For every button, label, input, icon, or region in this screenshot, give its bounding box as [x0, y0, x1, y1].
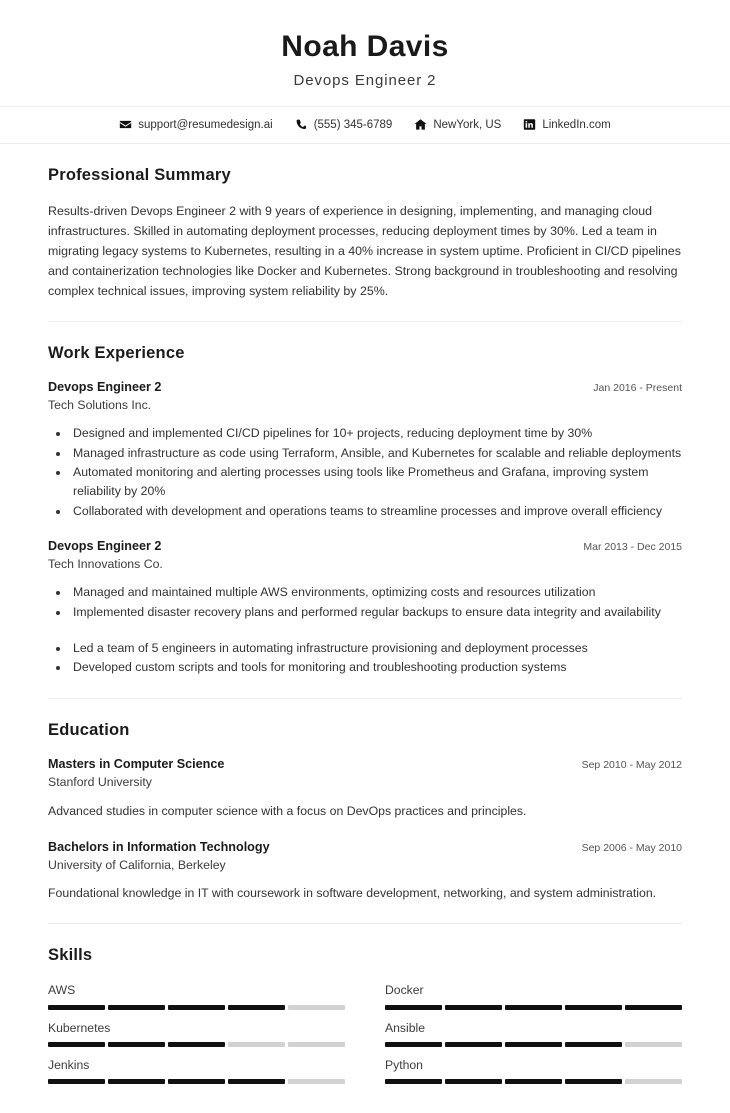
experience-bullet: • Automated monitoring and alerting processes using tools like Prometheus and Grafana, improving system reliability by 20%	[70, 463, 682, 500]
skill-item	[385, 1019, 682, 1056]
skill-level-bar	[48, 1005, 345, 1010]
contact-bar	[0, 106, 730, 144]
experience-entry-head	[48, 379, 682, 396]
skill-level-segment	[385, 1005, 442, 1010]
section-work-experience	[48, 322, 682, 699]
section-title-experience: Work Experience	[48, 344, 185, 363]
skill-level-segment	[445, 1042, 502, 1047]
experience-role: Devops Engineer 2	[48, 539, 162, 554]
skill-level-segment	[565, 1079, 622, 1084]
experience-date: Mar 2013 - Dec 2015	[583, 541, 682, 554]
section-title-education: Education	[48, 720, 130, 739]
experience-entry-head	[48, 538, 682, 555]
contact-phone-label: (555) 345-6789	[313, 118, 393, 131]
experience-bullets	[48, 583, 682, 677]
experience-date: Jan 2016 - Present	[593, 382, 682, 395]
resume-body	[0, 144, 730, 1113]
skill-level-segment	[48, 1079, 105, 1084]
experience-bullet: • Developed custom scripts and tools for monitoring and troubleshooting production systems	[70, 658, 682, 677]
experience-bullet: • Managed and maintained multiple AWS environments, optimizing costs and resources utilization	[70, 583, 682, 602]
skill-name: Python	[385, 1057, 423, 1072]
skill-level-segment	[288, 1042, 345, 1047]
skill-level-segment	[168, 1005, 225, 1010]
contact-linkedin[interactable]	[523, 118, 610, 131]
skill-level-segment	[168, 1042, 225, 1047]
experience-bullet: • Implemented disaster recovery plans and performed regular backups to ensure data integrity and availability	[70, 603, 682, 622]
linkedin-icon	[523, 118, 536, 131]
skill-name: Jenkins	[48, 1057, 90, 1072]
contact-email-label: support@resumedesign.ai	[138, 118, 273, 131]
skill-level-segment	[108, 1005, 165, 1010]
skill-level-segment	[565, 1005, 622, 1010]
section-education	[48, 699, 682, 925]
candidate-name: Noah Davis	[281, 30, 449, 63]
skill-level-segment	[228, 1079, 285, 1084]
skill-item	[48, 981, 345, 1018]
skill-item	[48, 1056, 345, 1093]
phone-icon	[295, 118, 308, 131]
skill-level-segment	[445, 1005, 502, 1010]
section-title-summary: Professional Summary	[48, 166, 231, 184]
skill-level-segment	[288, 1079, 345, 1084]
education-entry	[48, 839, 682, 904]
skill-level-segment	[445, 1079, 502, 1084]
envelope-icon	[119, 118, 132, 131]
section-title-skills: Skills	[48, 946, 93, 965]
education-degree: Masters in Computer Science	[48, 756, 225, 771]
skill-level-bar	[48, 1079, 345, 1084]
skill-level-segment	[48, 1005, 105, 1010]
skill-level-segment	[625, 1005, 682, 1010]
experience-bullets	[48, 424, 682, 520]
education-description: Foundational knowledge in IT with coursework in software development, networking, and system administration.	[48, 886, 657, 901]
resume-header	[0, 0, 730, 106]
home-icon	[414, 118, 427, 131]
skill-item	[385, 981, 682, 1018]
education-date: Sep 2010 - May 2012	[581, 758, 682, 771]
skills-grid	[48, 981, 682, 1093]
experience-bullet: • Managed infrastructure as code using Terraform, Ansible, and Kubernetes for scalable and reliable deployments	[70, 444, 682, 463]
education-degree: Bachelors in Information Technology	[48, 839, 270, 854]
skill-name: Ansible	[385, 1020, 425, 1035]
experience-bullet: • Designed and implemented CI/CD pipelines for 10+ projects, reducing deployment time by 30%	[70, 424, 682, 443]
experience-company: Tech Solutions Inc.	[48, 398, 152, 413]
skill-level-segment	[228, 1042, 285, 1047]
skill-level-segment	[505, 1042, 562, 1047]
skill-level-bar	[48, 1042, 345, 1047]
skill-level-segment	[625, 1042, 682, 1047]
experience-company: Tech Innovations Co.	[48, 557, 163, 572]
contact-linkedin-label: LinkedIn.com	[542, 118, 611, 131]
skill-level-segment	[288, 1005, 345, 1010]
education-school: Stanford University	[48, 774, 152, 789]
skill-level-segment	[565, 1042, 622, 1047]
skill-item	[48, 1019, 345, 1056]
skill-level-bar	[385, 1042, 682, 1047]
experience-role: Devops Engineer 2	[48, 380, 162, 395]
education-entry-head	[48, 839, 682, 856]
skill-level-segment	[385, 1042, 442, 1047]
skill-level-bar	[385, 1005, 682, 1010]
skill-level-bar	[385, 1079, 682, 1084]
skill-level-segment	[228, 1005, 285, 1010]
skill-name: Kubernetes	[48, 1020, 111, 1035]
skill-level-segment	[168, 1079, 225, 1084]
summary-text: Results-driven Devops Engineer 2 with 9 years of experience in designing, implementing, and managing cloud infrastructures. Skilled in automating deployment processes, reducing deployment times by 30%. Led a team in migrating legacy systems to Kubernetes, resulting in a 40% increase in system uptime. Proficient in CI/CD pipelines and containerization technologies like Docker and Kubernetes. Strong background in troubleshooting and resolving complex technical issues, improving system reliability by 25%.	[48, 203, 681, 299]
skill-level-segment	[625, 1079, 682, 1084]
experience-bullet: • Led a team of 5 engineers in automating infrastructure provisioning and deployment processes	[70, 639, 682, 658]
skill-level-segment	[108, 1042, 165, 1047]
skill-name: Docker	[385, 983, 424, 998]
skill-level-segment	[505, 1005, 562, 1010]
contact-email[interactable]	[119, 118, 272, 131]
candidate-job-title: Devops Engineer 2	[293, 71, 437, 89]
contact-phone[interactable]	[295, 118, 393, 131]
section-skills	[48, 924, 682, 1113]
contact-location-label: NewYork, US	[433, 118, 502, 131]
education-entry	[48, 756, 682, 821]
skill-level-segment	[48, 1042, 105, 1047]
education-entry-head	[48, 756, 682, 773]
section-professional-summary	[48, 144, 682, 322]
experience-bullet: • Collaborated with development and operations teams to streamline processes and improve overall efficiency	[70, 502, 682, 521]
education-description: Advanced studies in computer science with a focus on DevOps practices and principles.	[48, 803, 527, 818]
skill-level-segment	[505, 1079, 562, 1084]
skill-name: AWS	[48, 983, 76, 998]
skill-item	[385, 1056, 682, 1093]
skill-level-segment	[108, 1079, 165, 1084]
education-school: University of California, Berkeley	[48, 857, 226, 872]
experience-entry	[48, 538, 682, 677]
experience-entry	[48, 379, 682, 520]
contact-location[interactable]	[414, 118, 501, 131]
skill-level-segment	[385, 1079, 442, 1084]
education-date: Sep 2006 - May 2010	[581, 841, 682, 854]
